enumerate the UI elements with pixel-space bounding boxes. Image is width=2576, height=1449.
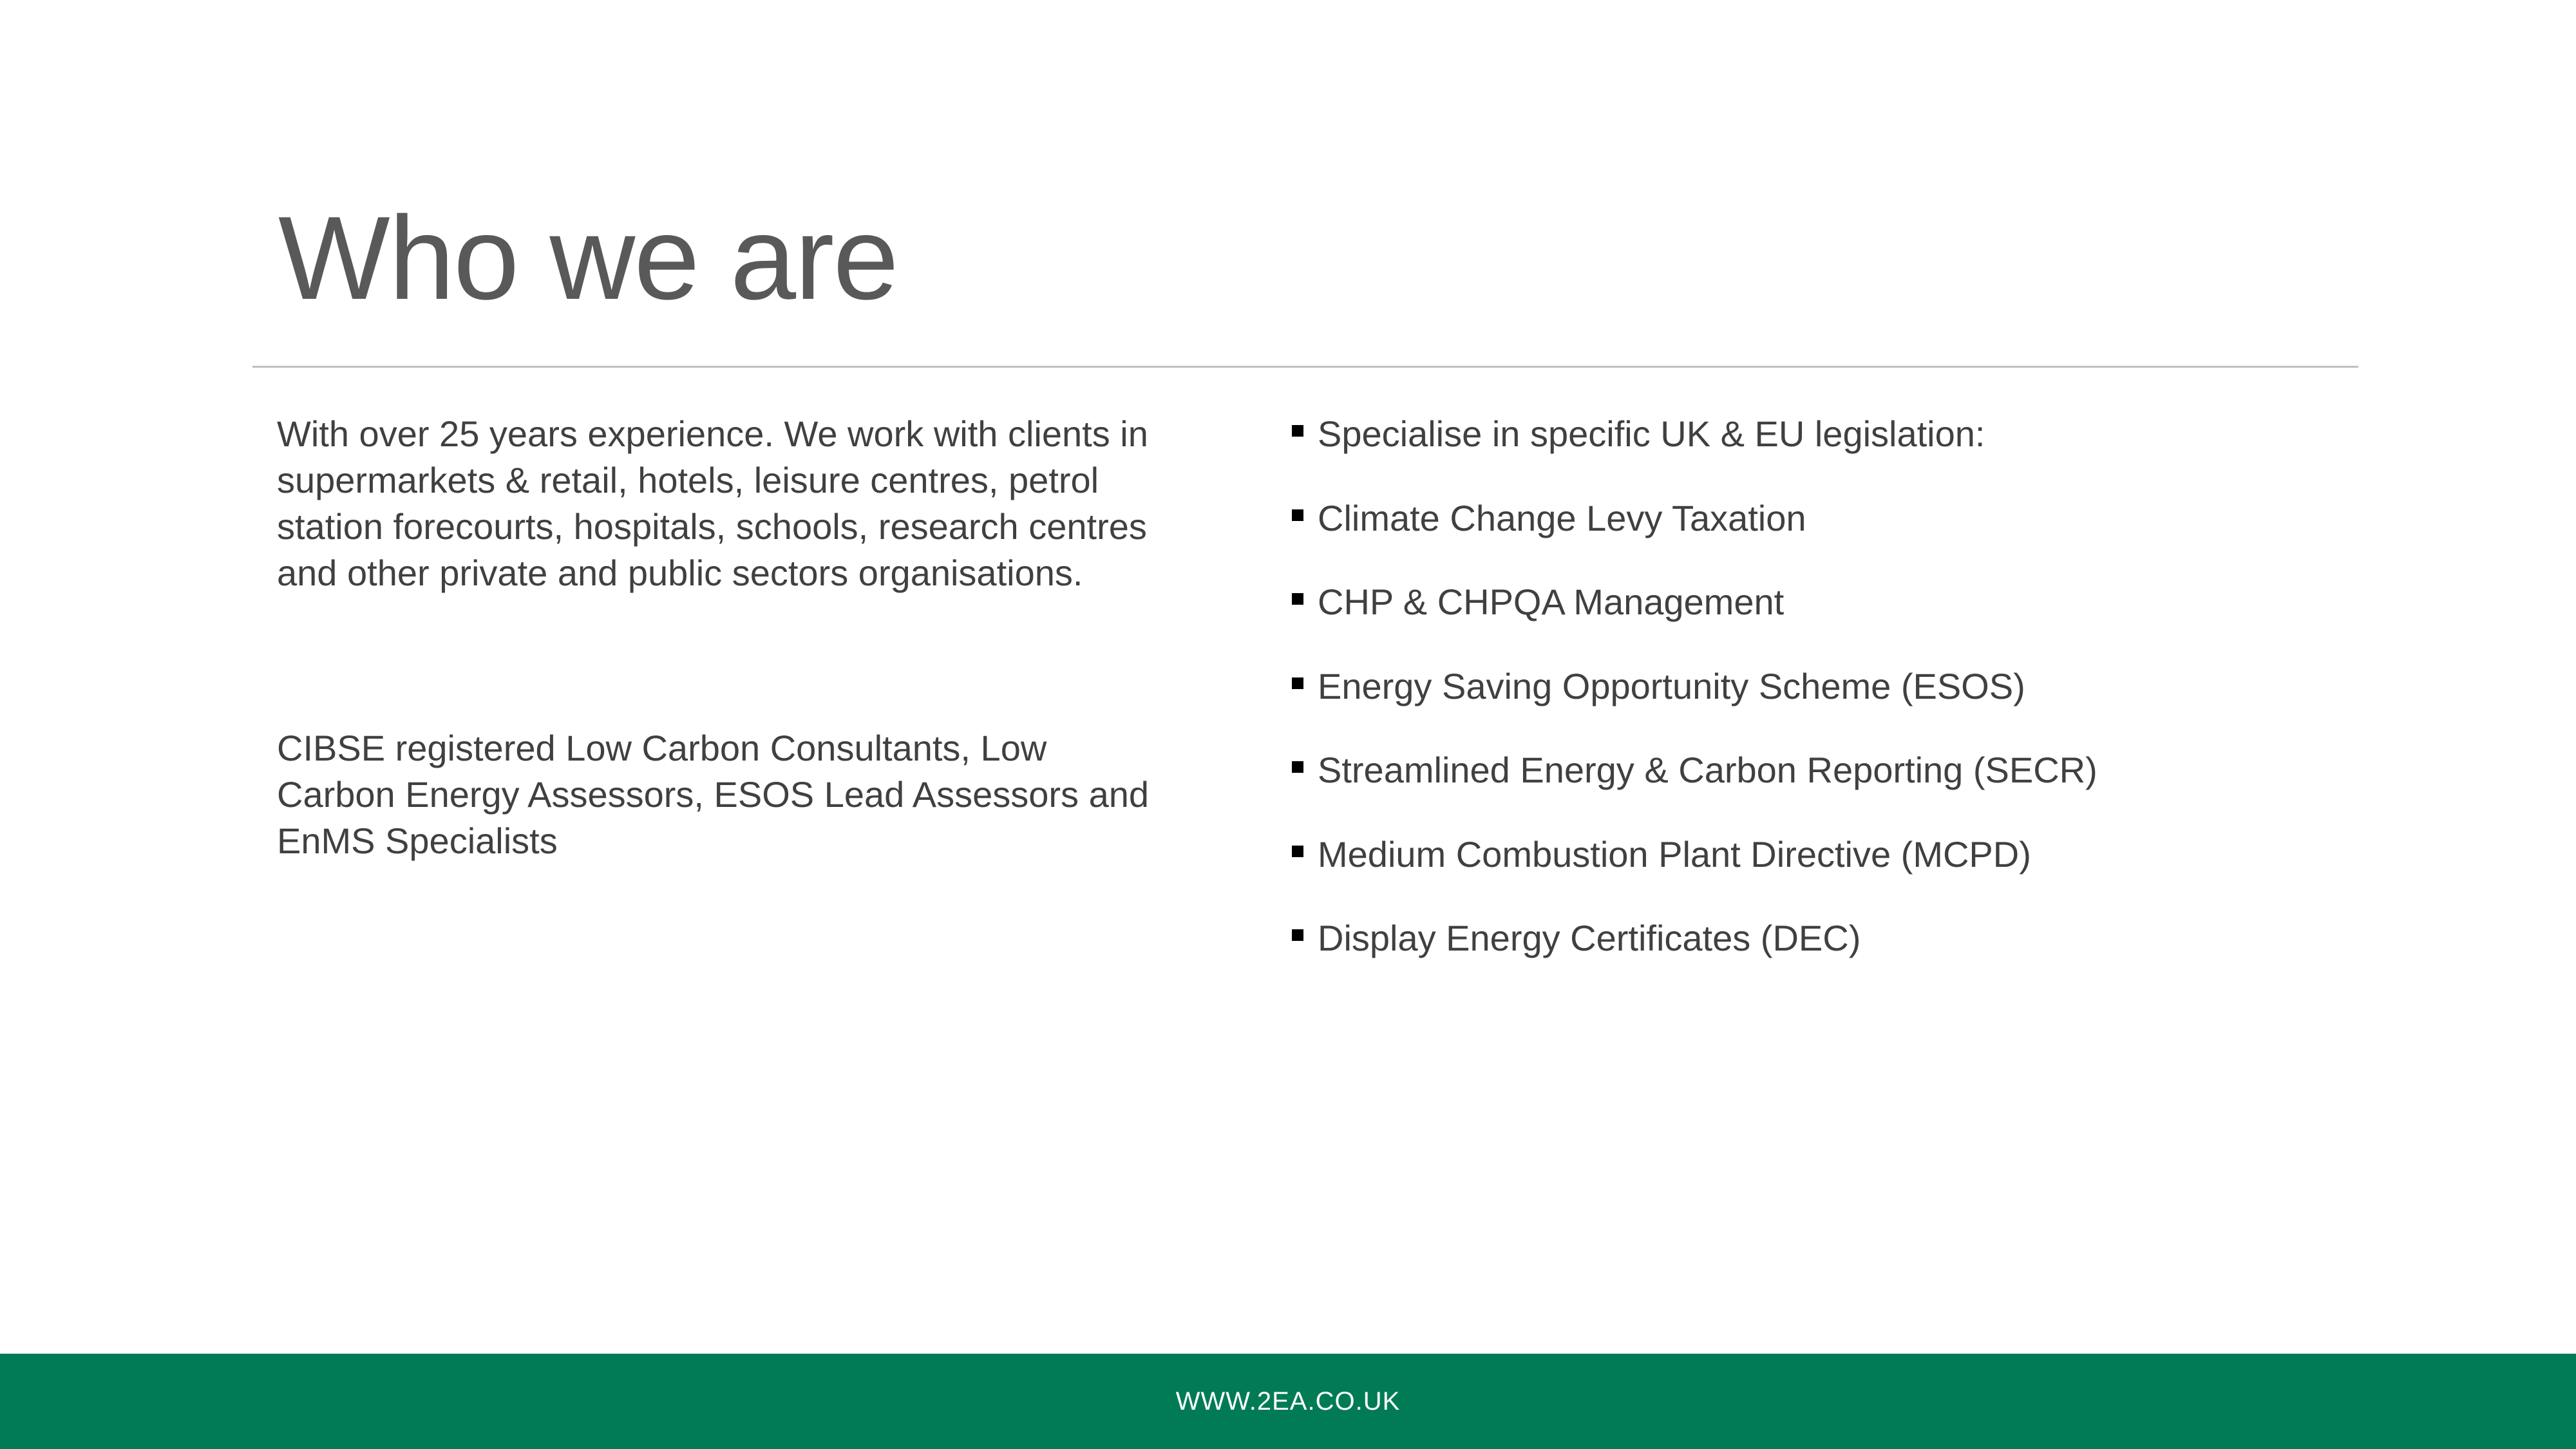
footer-bar — [0, 1354, 2576, 1449]
square-bullet-icon — [1292, 677, 1303, 689]
square-bullet-icon — [1292, 593, 1303, 605]
slide-title: Who we are — [278, 191, 898, 324]
list-item — [1288, 831, 2383, 878]
credentials-paragraph: CIBSE registered Low Carbon Consultants, Low Carbon Energy Assessors, ESOS Lead Assessors and EnMS Specialists — [277, 728, 1150, 861]
square-bullet-icon — [1292, 846, 1303, 857]
legislation-list — [1288, 411, 2383, 961]
title-divider — [252, 366, 2358, 368]
list-item — [1288, 411, 2383, 457]
list-item-text: Energy Saving Opportunity Scheme (ESOS) — [1318, 665, 2025, 706]
list-item-text: Streamlined Energy & Carbon Reporting (SECR) — [1318, 750, 2098, 790]
list-item-text: Specialise in specific UK & EU legislation: — [1318, 413, 1985, 454]
intro-paragraph: With over 25 years experience. We work with clients in supermarkets & retail, hotels, leisure centres, petrol station forecourts, hospitals, schools, research centres and other private and public sectors organisations. — [277, 413, 1148, 593]
list-item — [1288, 915, 2383, 961]
square-bullet-icon — [1292, 929, 1303, 941]
list-item-text: CHP & CHPQA Management — [1318, 582, 1785, 622]
left-column — [277, 411, 1166, 864]
list-item-text: Climate Change Levy Taxation — [1318, 497, 1806, 538]
list-item — [1288, 663, 2383, 710]
list-item — [1288, 495, 2383, 542]
square-bullet-icon — [1292, 425, 1303, 437]
square-bullet-icon — [1292, 509, 1303, 521]
list-item-text: Display Energy Certificates (DEC) — [1318, 918, 1861, 958]
website-url: WWW.2EA.CO.UK — [1175, 1387, 1401, 1416]
right-column — [1288, 411, 2383, 999]
list-item — [1288, 579, 2383, 625]
square-bullet-icon — [1292, 761, 1303, 773]
list-item-text: Medium Combustion Plant Directive (MCPD) — [1318, 833, 2031, 875]
list-item — [1288, 747, 2383, 793]
